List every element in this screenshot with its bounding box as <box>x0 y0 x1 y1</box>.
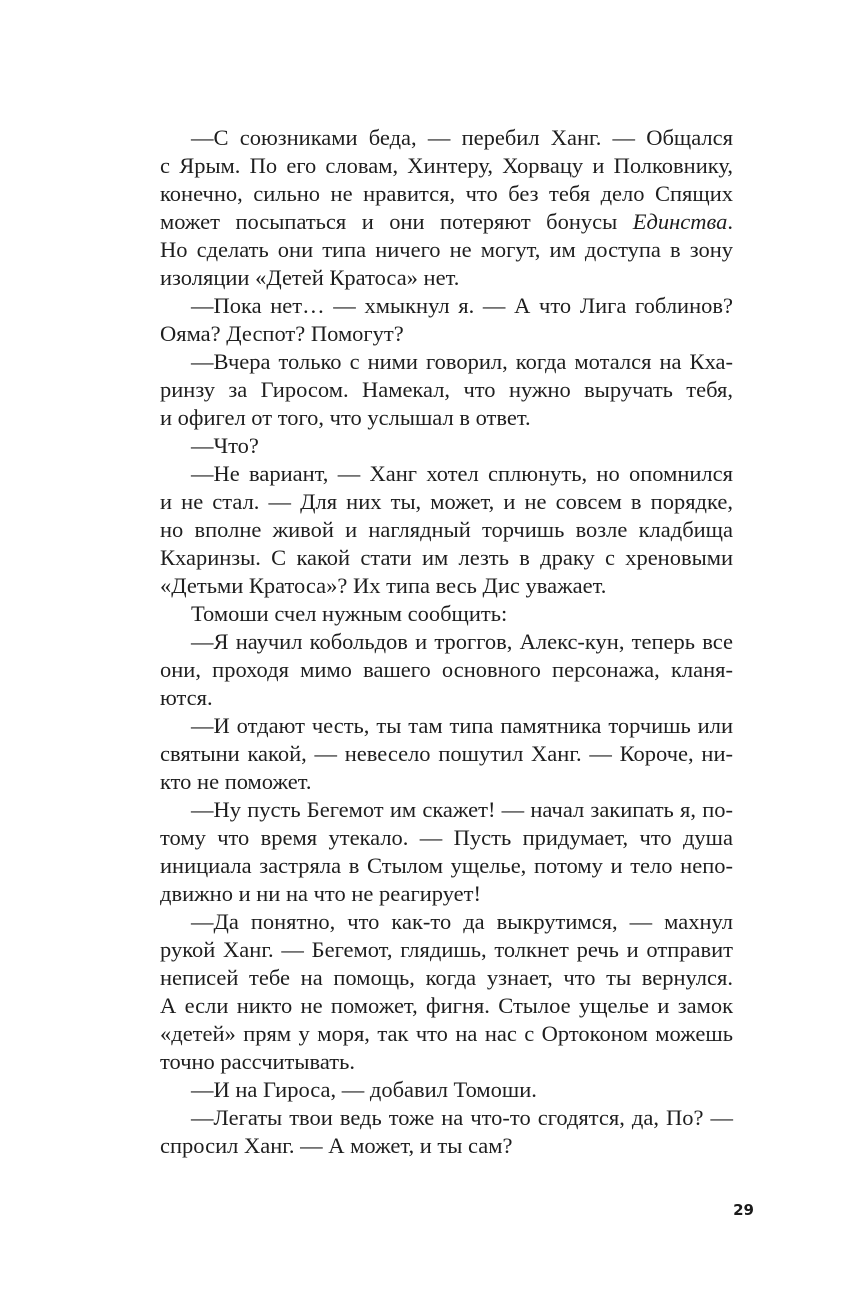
text-line: «Детьми Кратоса»? Их типа весь Дис уважает. <box>160 573 607 598</box>
text-line: святыни какой, — невесело пошутил Ханг. — Короче, ни- <box>160 741 733 766</box>
text-line: Кхаринзы. С какой стати им лезть в драку с хреновыми <box>160 545 733 570</box>
text-line: —Не вариант, — Ханг хотел сплюнуть, но опомнился <box>191 461 733 486</box>
text-line: —Да понятно, что как-то да выкрутимся, — махнул <box>191 909 733 934</box>
book-text <box>160 124 733 1160</box>
text-line: Но сделать они типа ничего не могут, им доступа в зону <box>160 237 733 262</box>
text-line: но вполне живой и наглядный торчишь возле кладбища <box>160 517 733 542</box>
text-line: —Легаты твои ведь тоже на что-то сгодятся, да, По? — <box>191 1105 733 1130</box>
text-line: «детей» прям у моря, так что на нас с Ортоконом можешь <box>160 1021 733 1046</box>
text-line: кто не поможет. <box>160 769 312 794</box>
text-line: они, проходя мимо вашего основного персонажа, кланя- <box>160 657 733 682</box>
text-line: точно рассчитывать. <box>160 1049 355 1074</box>
text-line: может посыпаться и они потеряют бонусы Единства. <box>160 209 733 234</box>
text-line: —И на Гироса, — добавил Томоши. <box>191 1077 537 1102</box>
text-line: конечно, сильно не нравится, что без тебя дело Спящих <box>160 181 733 206</box>
text-line: движно и ни на что не реагирует! <box>160 881 481 906</box>
text-line: ринзу за Гиросом. Намекал, что нужно выручать тебя, <box>160 377 733 402</box>
text-line: —Что? <box>191 433 259 458</box>
text-line: —С союзниками беда, — перебил Ханг. — Общался <box>191 125 733 150</box>
page-number: 29 <box>733 1201 754 1219</box>
text-line: с Ярым. По его словам, Хинтеру, Хорвацу и Полковнику, <box>160 153 733 178</box>
italic-term: Единства <box>632 209 728 234</box>
text-line: инициала застряла в Стылом ущелье, потому и тело непо- <box>160 853 733 878</box>
text-line: изоляции «Детей Кратоса» нет. <box>160 265 460 290</box>
text-line: ются. <box>160 685 213 710</box>
text-line: —Вчера только с ними говорил, когда мотался на Кха- <box>191 349 733 374</box>
text-line: Ояма? Деспот? Помогут? <box>160 321 404 346</box>
text-line: —И отдают честь, ты там типа памятника торчишь или <box>191 713 733 738</box>
text-line: —Пока нет… — хмыкнул я. — А что Лига гоблинов? <box>191 293 733 318</box>
text-line: спросил Ханг. — А может, и ты сам? <box>160 1133 513 1158</box>
text-line: и офигел от того, что услышал в ответ. <box>160 405 531 430</box>
text-line: —Ну пусть Бегемот им скажет! — начал закипать я, по- <box>191 797 733 822</box>
text-line: и не стал. — Для них ты, может, и не совсем в порядке, <box>160 489 733 514</box>
text-line: А если никто не поможет, фигня. Стылое ущелье и замок <box>160 993 733 1018</box>
text-line: Томоши счел нужным сообщить: <box>191 601 508 626</box>
text-line: —Я научил кобольдов и троггов, Алекс-кун, теперь все <box>191 629 733 654</box>
text-line: рукой Ханг. — Бегемот, глядишь, толкнет речь и отправит <box>160 937 733 962</box>
text-line: неписей тебе на помощь, когда узнает, что ты вернулся. <box>160 965 733 990</box>
text-line: тому что время утекало. — Пусть придумает, что душа <box>160 825 733 850</box>
